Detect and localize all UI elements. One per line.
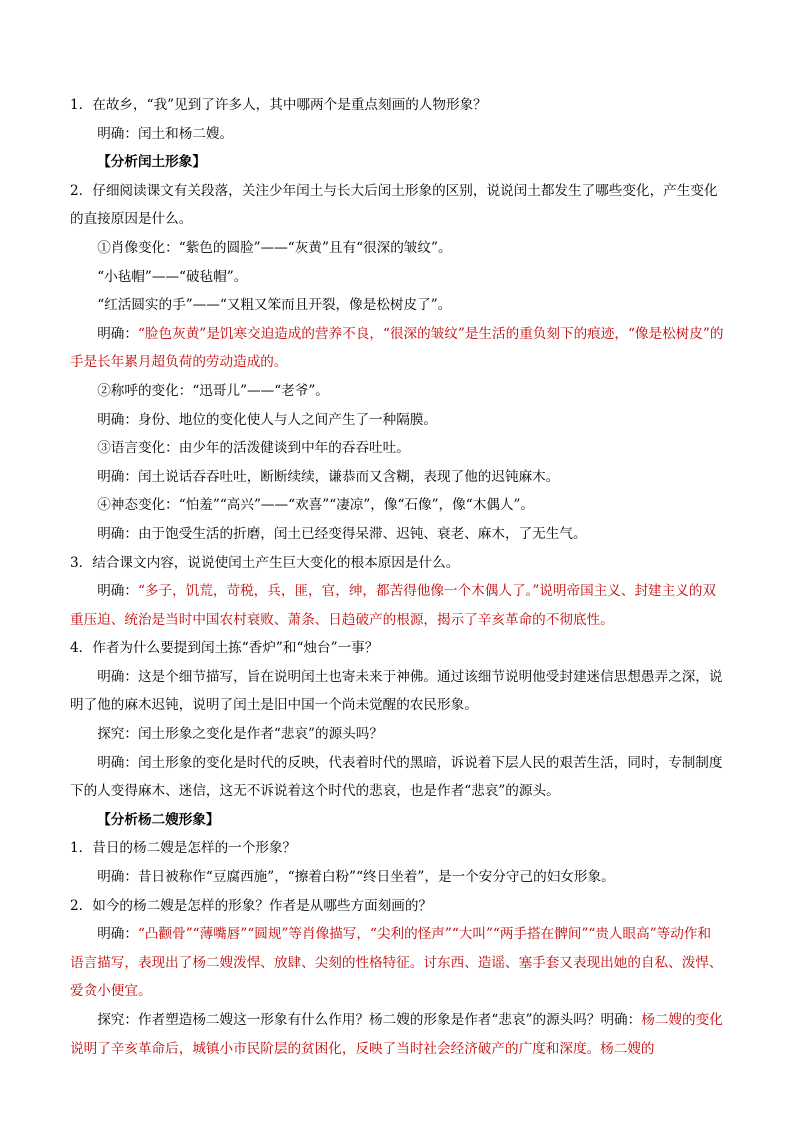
- answer-label: 明确：: [97, 125, 138, 142]
- answer-1: [70, 120, 724, 149]
- answer-label: 明确：: [97, 525, 138, 542]
- answer-text: 昔日被称作“豆腐西施”，“擦着白粉”“终日坐着”，是一个安分守己的妇女形象。: [137, 869, 615, 886]
- answer-label: 明确：: [97, 869, 138, 886]
- section-heading-runtu: 【分析闰土形象】: [97, 154, 206, 171]
- question-1: 1．在故乡，“我”见到了许多人，其中哪两个是重点刻画的人物形象？: [70, 97, 487, 113]
- yang-answer-2: [70, 920, 724, 1006]
- answer-3: [70, 577, 724, 634]
- answer-text: 杨二嫂的变化说明了辛亥革命后，城镇小市民阶层的贫困化，反映了当时社会经济破产的广度和深度。杨二嫂的: [70, 1012, 723, 1057]
- document-body: [70, 91, 724, 1063]
- answer-2d: [70, 520, 724, 549]
- yang-question-2: 2．如今的杨二嫂是怎样的形象？作者是从哪些方面刻画的？: [70, 897, 433, 914]
- question-2-item: ③语言变化：由少年的活泼健谈到中年的吞吞吐吐。: [97, 440, 410, 457]
- answer-label: 明确：: [97, 926, 138, 943]
- answer-text: 这是个细节描写，旨在说明闰土也寄未来于神佛。通过该细节说明他受封建迷信思想愚弄之深，说明了他的麻木迟钝，说明了闰土是旧中国一个尚未觉醒的农民形象。: [70, 668, 723, 714]
- answer-4: [70, 663, 724, 720]
- answer-label: 明确：: [97, 668, 138, 685]
- answer-2c: [70, 463, 724, 492]
- question-2-item: ①肖像变化：“紫色的圆脸”——“灰黄”且有“很深的皱纹”。: [97, 239, 452, 256]
- answer-text: 闰土形象的变化是时代的反映，代表着时代的黑暗，诉说着下层人民的艰苦生活，同时，专制制度下的人变得麻木、迷信，这无不诉说着这个时代的悲哀，也是作者“悲哀”的源头。: [70, 754, 723, 800]
- answer-label: 明确：: [97, 583, 138, 600]
- answer-text: “脸色灰黄”是饥寒交迫造成的营养不良，“很深的皱纹”是生活的重负刻下的痕迹，“像是松树皮”的手是长年累月超负荷的劳动造成的。: [70, 325, 724, 371]
- explore-question: 探究：作者塑造杨二嫂这一形象有什么作用？杨二嫂的形象是作者“悲哀”的源头吗？明确：: [97, 1012, 642, 1028]
- yang-question-1: 1．昔日的杨二嫂是怎样的一个形象？: [70, 840, 297, 857]
- question-2: 2．仔细阅读课文有关段落，关注少年闰土与长大后闰土形象的区别，说说闰土都发生了哪些变化，产生变化的直接原因是什么。: [70, 182, 718, 228]
- answer-text: “多子，饥荒，苛税，兵，匪，官，绅，都苦得他像一个木偶人了。”说明帝国主义、封建主义的双重压迫、统治是当时中国农村衰败、萧条、日趋破产的根源，揭示了辛亥革命的不彻底性。: [70, 583, 717, 628]
- answer-2: [70, 320, 724, 377]
- yang-answer-1: [70, 863, 724, 892]
- answer-text: 由于饱受生活的折磨，闰土已经变得呆滞、迟钝、衰老、麻木，了无生气。: [137, 525, 587, 542]
- answer-label: 明确：: [97, 468, 138, 485]
- question-2-item: ②称呼的变化：“迅哥儿”——“老爷”。: [97, 382, 329, 399]
- explore-2: [70, 1006, 724, 1063]
- answer-text: “凸颧骨”“薄嘴唇”“圆规”等肖像描写，“尖利的怪声”“大叫”“两手搭在髀间”“贵人眼高”等动作和语言描写，表现出了杨二嫂泼悍、放肆、尖刻的性格特征。讨东西、造谣、塞手套又表现出她的自私、泼悍、爱贪小便宜。: [70, 926, 723, 1000]
- explore-1: 探究：闰土形象之变化是作者“悲哀”的源头吗？: [97, 726, 383, 743]
- answer-label: 明确：: [97, 411, 138, 428]
- section-heading-yang: 【分析杨二嫂形象】: [97, 811, 220, 828]
- answer-label: 明确：: [97, 754, 138, 771]
- answer-text: 闰土说话吞吞吐吐，断断续续，谦恭而又含糊，表现了他的迟钝麻木。: [137, 468, 560, 485]
- answer-text: 身份、地位的变化使人与人之间产生了一种隔膜。: [137, 411, 438, 428]
- answer-2b: [70, 406, 724, 435]
- question-2-item: “小毡帽”——“破毡帽”。: [97, 268, 248, 285]
- explore-1-answer: [70, 749, 724, 806]
- answer-text: 闰土和杨二嫂。: [137, 125, 234, 142]
- question-2-item: ④神态变化：“怕羞”“高兴”——“欢喜”“凄凉”，像“石像”，像“木偶人”。: [97, 497, 535, 514]
- question-4: 4．作者为什么要提到闰土拣“香炉”和“烛台”一事？: [70, 640, 379, 657]
- answer-label: 明确：: [97, 325, 138, 342]
- question-3: 3．结合课文内容，说说使闰土产生巨大变化的根本原因是什么。: [70, 554, 460, 571]
- question-2-item: “红活圆实的手”——“又粗又笨而且开裂，像是松树皮了”。: [97, 297, 452, 314]
